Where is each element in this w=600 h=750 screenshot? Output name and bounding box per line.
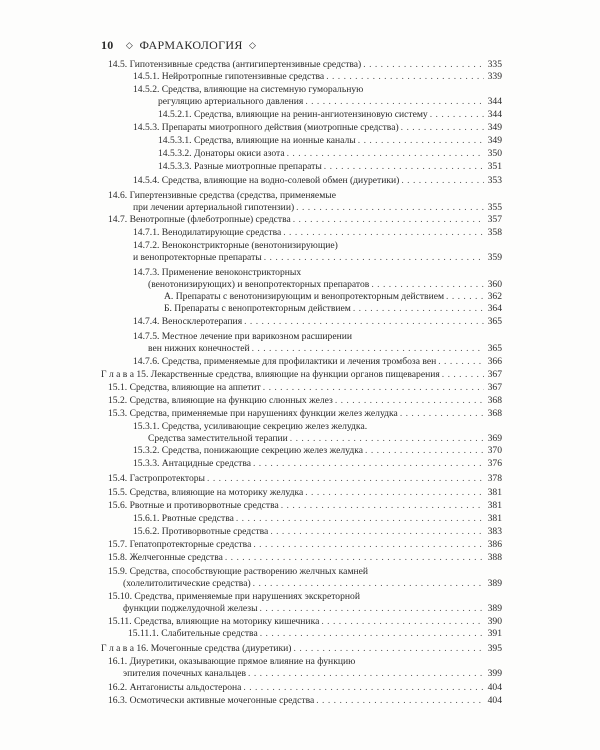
toc-entry-page: 370 xyxy=(487,445,502,456)
toc-entry-title: 14.7.2. Веноконстрикторные (венотонизирующие) xyxy=(133,240,338,251)
toc-entry-title: эпителия почечных канальцев xyxy=(123,668,247,679)
toc-entry-title: Г л а в а 16. Мочегонные средства (диуретики) xyxy=(101,643,292,654)
toc-entry xyxy=(108,394,502,407)
toc-entry-title: (холелитолитические средства) xyxy=(123,578,251,589)
toc-entry-title: 16.2. Антагонисты альдостерона xyxy=(108,682,242,693)
toc-entry-page: 404 xyxy=(487,682,502,693)
toc-entry-title: 15.4. Гастропротекторы xyxy=(108,473,206,484)
toc-entry-page: 362 xyxy=(487,291,502,302)
toc-entry xyxy=(123,602,502,615)
toc-entry-title: 14.7.3. Применение веноконстрикторных xyxy=(133,267,302,278)
toc-entry-title: 15.3.2. Средства, понижающие секрецию желез желудка xyxy=(133,445,364,456)
toc-entry-page: 335 xyxy=(487,59,502,70)
toc-entry-title: Г л а в а 15. Лекарственные средства, влияющие на функции органов пищеварения xyxy=(101,369,440,380)
toc-entry-title: 15.3.3. Антацидные средства xyxy=(133,458,251,469)
toc-entry xyxy=(133,121,502,134)
toc-entry xyxy=(123,577,502,590)
toc-entry-page: 368 xyxy=(487,395,502,406)
dot-leader xyxy=(316,694,484,707)
toc-entry-title: 15.8. Желчегонные средства xyxy=(108,552,223,563)
toc-entry xyxy=(158,95,502,108)
toc-entry-title: 15.11. Средства, влияющие на моторику кишечника xyxy=(108,616,320,627)
toc-entry xyxy=(108,381,502,394)
dot-leader xyxy=(236,512,484,525)
toc-entry xyxy=(133,226,502,239)
toc-entry-page: 351 xyxy=(487,161,502,172)
toc-entry xyxy=(108,694,502,707)
toc-entry-page: 360 xyxy=(487,279,502,290)
toc-entry xyxy=(164,302,502,315)
toc-entry xyxy=(158,108,502,121)
toc-entry-title: 14.7.5. Местное лечение при варикозном расширении xyxy=(133,331,352,342)
dot-leader xyxy=(248,667,484,680)
dot-leader xyxy=(442,368,484,381)
toc-entry-page: 355 xyxy=(487,202,502,213)
dot-leader xyxy=(253,538,484,551)
toc-entry-title: 14.5.3.3. Разные миотропные препараты xyxy=(158,161,322,172)
dot-leader xyxy=(253,457,484,470)
toc-entry-page: 349 xyxy=(487,122,502,133)
dot-leader xyxy=(253,577,484,590)
toc-entry xyxy=(133,174,502,187)
dot-leader xyxy=(252,342,484,355)
dot-leader xyxy=(294,642,484,655)
toc-entry-title: 14.5.4. Средства, влияющие на водно-солевой обмен (диуретики) xyxy=(133,175,400,186)
diamond-ornament-icon: ◇ xyxy=(125,40,134,50)
toc-entry-page: 368 xyxy=(487,408,502,419)
toc-entry xyxy=(101,368,502,381)
toc-entry-page: 344 xyxy=(487,109,502,120)
toc-entry-title: 14.5.2.1. Средства, влияющие на ренин-ангиотензиновую систему xyxy=(158,109,428,120)
toc-entry-page: 389 xyxy=(487,603,502,614)
dot-leader xyxy=(358,134,484,147)
dot-leader xyxy=(264,251,484,264)
toc-entry-title: 15.6.1. Рвотные средства xyxy=(133,513,234,524)
toc-entry-page: 381 xyxy=(487,487,502,498)
dot-leader xyxy=(305,486,484,499)
toc-entry-title: 14.7.1. Венодилатирующие средства xyxy=(133,227,282,238)
toc-entry-page: 376 xyxy=(487,458,502,469)
page-number: 10 xyxy=(101,38,114,52)
running-title: ФАРМАКОЛОГИЯ xyxy=(139,38,243,52)
toc-entry xyxy=(158,160,502,173)
toc-entry-title: 14.7.4. Веносклеротерапия xyxy=(133,316,243,327)
toc-entry-title: А. Препараты с венотонизирующим и венопротекторным действием xyxy=(164,291,445,302)
toc-entry-title: 14.5. Гипотензивные средства (антигипертензивные средства) xyxy=(108,59,362,70)
toc-entry-page: 378 xyxy=(487,473,502,484)
dot-leader xyxy=(283,226,484,239)
toc-entry-title: 15.2. Средства, влияющие на функцию слюнных желез xyxy=(108,395,333,406)
toc-entry-title: 16.3. Осмотически активные мочегонные средства xyxy=(108,695,315,706)
toc-entry xyxy=(133,525,502,538)
toc-entry xyxy=(108,213,502,226)
toc-entry-page: 344 xyxy=(487,96,502,107)
toc-entry-page: 391 xyxy=(487,628,502,639)
toc-entry-title: (венотонизирующих) и венопротекторных препаратов xyxy=(148,279,370,290)
dot-leader xyxy=(270,525,484,538)
toc-entry-page: 358 xyxy=(487,227,502,238)
dot-leader xyxy=(401,174,484,187)
toc-entry-page: 395 xyxy=(487,643,502,654)
toc-entry xyxy=(133,70,502,83)
toc-entry-title: 15.10. Средства, применяемые при нарушениях экскреторной xyxy=(108,591,360,602)
toc-entry xyxy=(108,538,502,551)
dot-leader xyxy=(365,444,484,457)
dot-leader xyxy=(260,602,484,615)
toc-entry-title: 15.6. Рвотные и противорвотные средства xyxy=(108,500,279,511)
toc-entry-title: 14.5.3. Препараты миотропного действия (миотропные средства) xyxy=(133,122,399,133)
toc-entry xyxy=(123,667,502,680)
toc-entry-title: 14.5.1. Нейротропные гипотензивные средства xyxy=(133,71,325,82)
toc-entry-page: 404 xyxy=(487,695,502,706)
toc-entry-title: вен нижних конечностей xyxy=(148,343,250,354)
toc-entry-title: при лечении артериальной гипотензии) xyxy=(133,202,295,213)
toc-entry-page: 364 xyxy=(487,303,502,314)
toc-entry-page: 350 xyxy=(487,148,502,159)
toc-entry xyxy=(148,342,502,355)
toc-entry xyxy=(133,251,502,264)
toc-entry-page: 381 xyxy=(487,513,502,524)
dot-leader xyxy=(281,499,484,512)
dot-leader xyxy=(326,70,484,83)
toc-entry-page: 349 xyxy=(487,135,502,146)
toc-entry xyxy=(108,407,502,420)
dot-leader xyxy=(305,95,484,108)
toc-entry-page: 359 xyxy=(487,252,502,263)
toc-entry-title: 14.5.2. Средства, влияющие на системную гуморальную xyxy=(133,84,364,95)
dot-leader xyxy=(287,147,484,160)
dot-leader xyxy=(430,108,484,121)
toc-entry xyxy=(133,315,502,328)
toc-entry-page: 365 xyxy=(487,343,502,354)
toc-entry-title: функции поджелудочной железы xyxy=(123,603,258,614)
toc-entry-page: 381 xyxy=(487,500,502,511)
toc-entry-page: 369 xyxy=(487,433,502,444)
toc-entry-page: 367 xyxy=(487,382,502,393)
toc-entry-page: 383 xyxy=(487,526,502,537)
toc-entry-title: 15.3. Средства, применяемые при нарушениях функции желез желудка xyxy=(108,408,398,419)
toc-entry xyxy=(128,627,502,640)
toc-entry-title: 14.7. Венотропные (флеботропные) средства xyxy=(108,214,291,225)
dot-leader xyxy=(244,315,484,328)
toc-entry-title: 14.5.3.2. Донаторы окиси азота xyxy=(158,148,285,159)
dot-leader xyxy=(400,407,484,420)
toc-entry-title: 15.9. Средства, способствующие растворению желчных камней xyxy=(108,566,369,577)
toc-entry-page: 386 xyxy=(487,539,502,550)
toc-entry xyxy=(108,499,502,512)
toc-entry-page: 353 xyxy=(487,175,502,186)
toc-entry-title: 14.5.3.1. Средства, влияющие на ионные каналы xyxy=(158,135,356,146)
toc-entry-title: регуляцию артериального давления xyxy=(158,96,304,107)
dot-leader xyxy=(335,394,484,407)
dot-leader xyxy=(353,302,484,315)
toc-entry-page: 399 xyxy=(487,668,502,679)
toc-entry xyxy=(133,457,502,470)
toc-entry-title: и венопротекторные препараты xyxy=(133,252,262,263)
toc-entry xyxy=(108,681,502,694)
toc-entry-title: 15.3.1. Средства, усиливающие секрецию желез желудка. xyxy=(133,421,368,432)
toc-entry-page: 388 xyxy=(487,552,502,563)
toc-entry xyxy=(133,512,502,525)
toc-entry-page: 366 xyxy=(487,356,502,367)
toc-entry xyxy=(108,486,502,499)
toc-entry-title: 14.6. Гипертензивные средства (средства, применяемые xyxy=(108,190,336,201)
toc-entry xyxy=(133,355,502,368)
dot-leader xyxy=(401,121,484,134)
toc-entry-page: 389 xyxy=(487,578,502,589)
toc-entry-page: 339 xyxy=(487,71,502,82)
toc-entry xyxy=(108,551,502,564)
toc-entry-title: 15.6.2. Противорвотные средства xyxy=(133,526,269,537)
dot-leader xyxy=(438,355,484,368)
toc-entry-page: 365 xyxy=(487,316,502,327)
diamond-ornament-icon: ◇ xyxy=(248,40,257,50)
toc-entry-title: 16.1. Диуретики, оказывающие прямое влияние на функцию xyxy=(108,656,356,667)
toc-entry-page: 357 xyxy=(487,214,502,225)
toc-entry-title: 15.1. Средства, влияющие на аппетит xyxy=(108,382,261,393)
dot-leader xyxy=(225,551,484,564)
toc-entry xyxy=(133,444,502,457)
dot-leader xyxy=(243,681,484,694)
dot-leader xyxy=(263,381,484,394)
toc-entry-title: 14.7.6. Средства, применяемые для профилактики и лечения тромбоза вен xyxy=(133,356,437,367)
toc-entry-title: 15.11.1. Слабительные средства xyxy=(128,628,258,639)
toc-entry-page: 390 xyxy=(487,616,502,627)
toc-entry-title: Б. Препараты с венопротекторным действием xyxy=(164,303,351,314)
dot-leader xyxy=(324,160,484,173)
toc-entry xyxy=(108,472,502,485)
toc-entry xyxy=(158,134,502,147)
toc-entry xyxy=(101,642,502,655)
dot-leader xyxy=(293,213,484,226)
toc-entry-page: 367 xyxy=(487,369,502,380)
toc-entry-title: Средства заместительной терапии xyxy=(148,433,288,444)
toc-entry-title: 15.5. Средства, влияющие на моторику желудка xyxy=(108,487,304,498)
toc-entry-title: 15.7. Гепатопротекторные средства xyxy=(108,539,252,550)
dot-leader xyxy=(207,472,484,485)
toc-entry xyxy=(158,147,502,160)
dot-leader xyxy=(260,627,484,640)
